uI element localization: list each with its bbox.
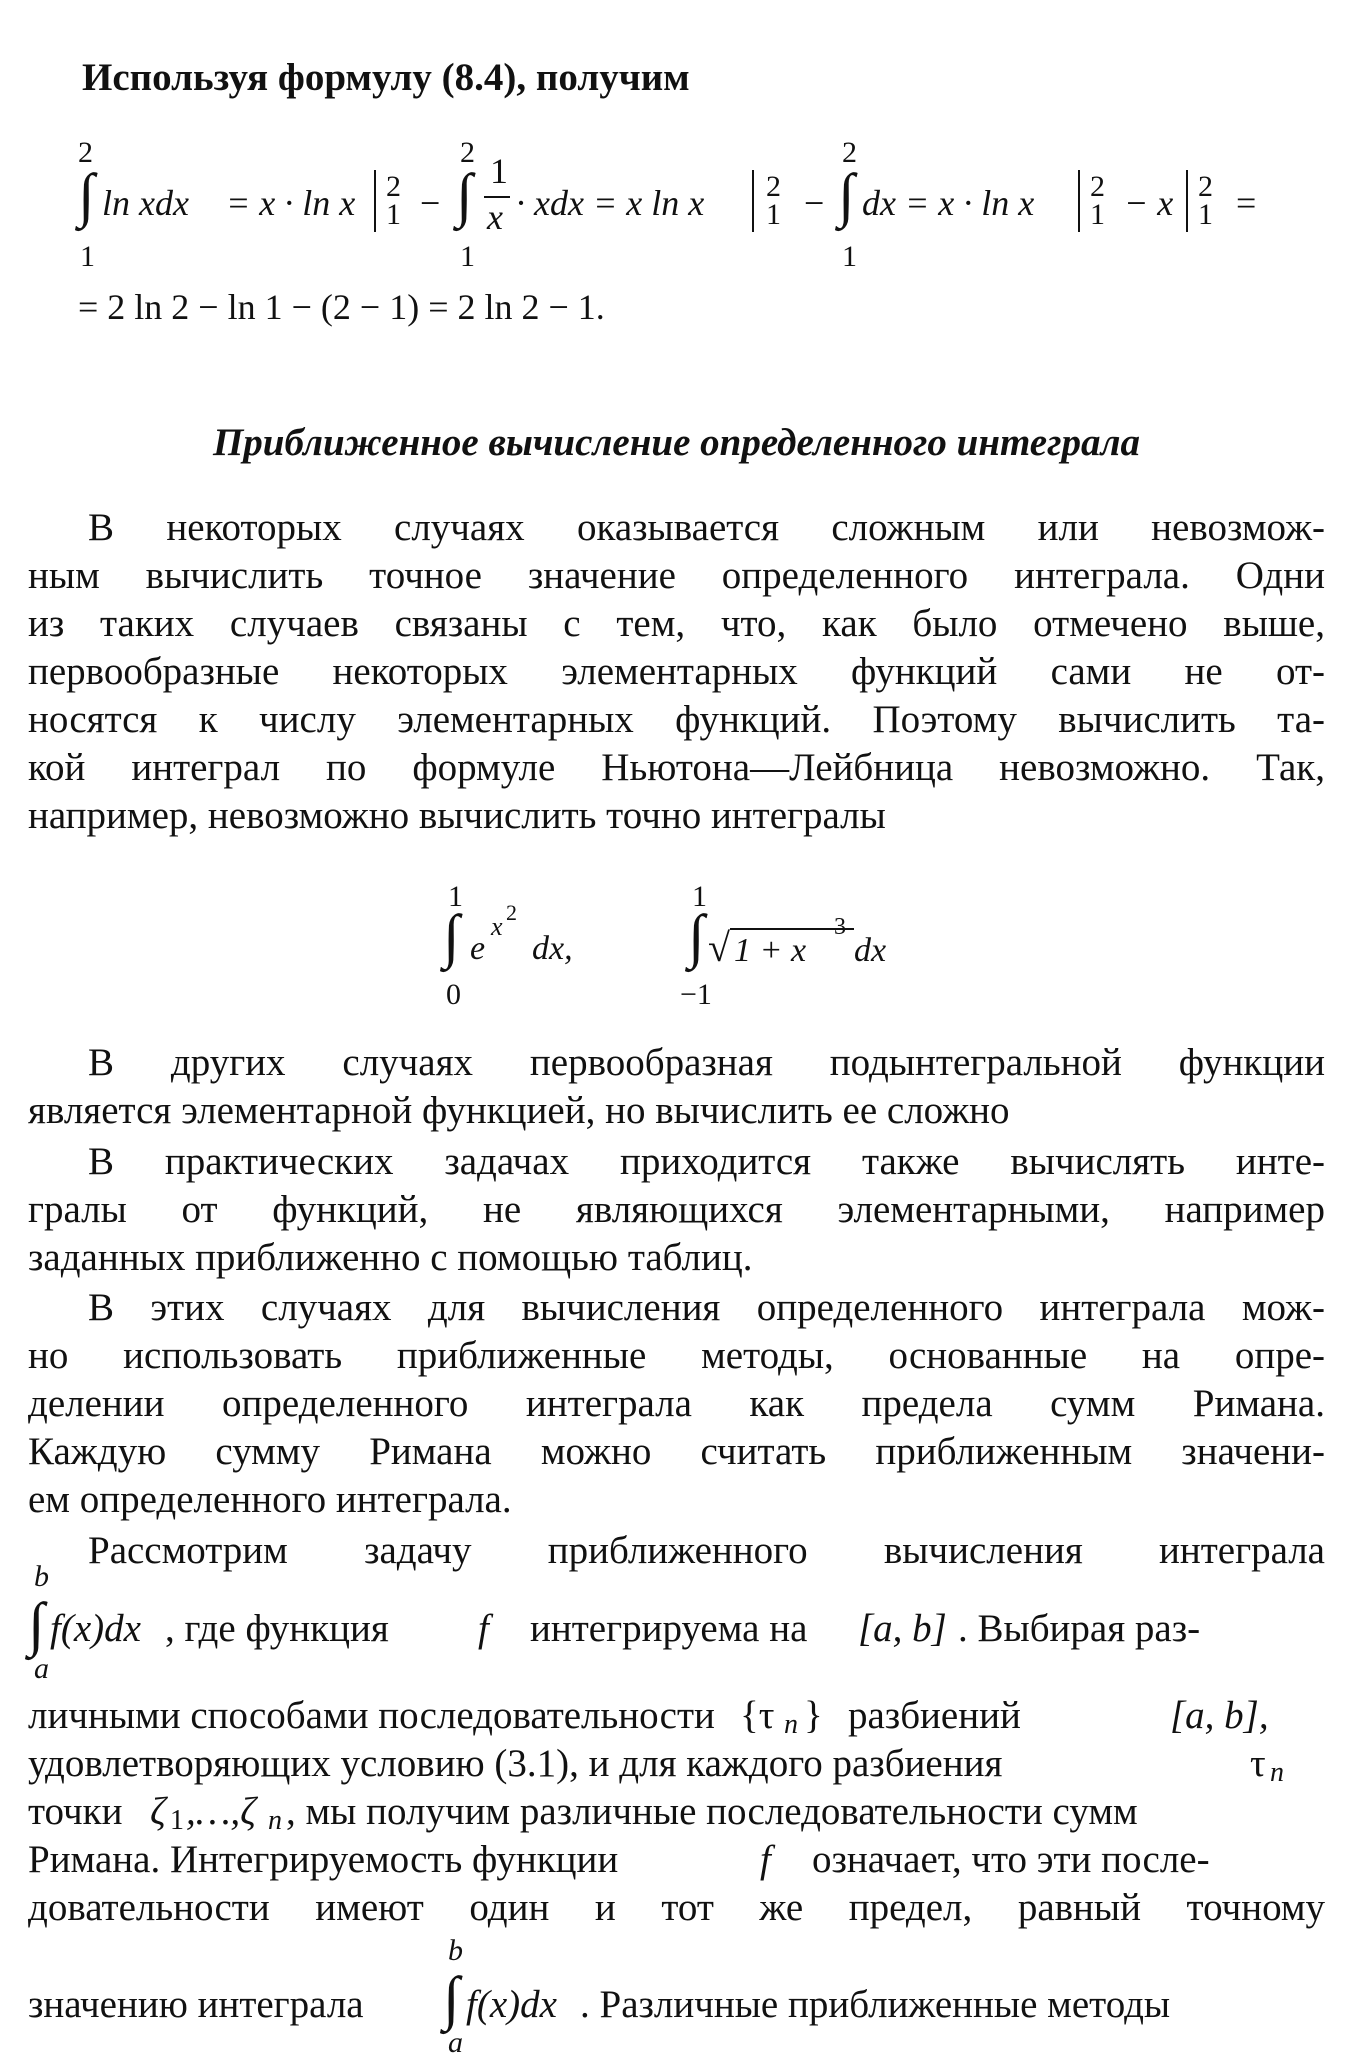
paragraph-line: В других случаях первообразная подынтегральной функции [88,1041,1325,1084]
paragraph5-line3: личными способами последовательности {τ n } разбиений [a, b], [28,1694,1269,1740]
paragraph-line: В некоторых случаях оказывается сложным или невозмож- [88,506,1325,549]
section-heading: Приближенное вычисление определенного интеграла [212,421,1141,464]
paragraph-line: заданных приближенно с помощью таблиц. [28,1236,753,1279]
paragraph5-line5: точки ζ 1 ,…,ζ n , мы получим различные последовательности сумм [28,1790,1138,1836]
intro-line: Используя формулу (8.4), получим [82,56,690,99]
paragraph-line: носятся к числу элементарных функций. Поэтому вычислить та- [28,698,1325,741]
paragraph-line: первообразные некоторых элементарных функций сами не от- [28,650,1325,693]
formula-integration-by-parts: 2 ∫ 1 ln xdx = x · ln x 2 1 − 2 ∫ 1 1 x · xdx = x ln x 2 1 − 2 ∫ 1 dx = x · ln x 2 1 − x 2 1 = = 2 ln 2 − ln 1 − (2 − 1) = 2 ln 2 − 1. [78,136,1257,327]
paragraph-line: делении определенного интеграла как предела сумм Римана. [28,1382,1325,1425]
paragraph-line: гралы от функций, не являющихся элементарными, например [28,1188,1325,1231]
paragraph-line: кой интеграл по формуле Ньютона—Лейбница невозможно. Так, [28,746,1325,789]
paragraph-line: ем определенного интеграла. [28,1478,512,1521]
paragraph5-line6: Римана. Интегрируемость функции f означает, что эти после- [28,1838,1210,1881]
paragraph-line: ным вычислить точное значение определенного интеграла. Одни [28,554,1325,597]
paragraph-line: является элементарной функцией, но вычислить ее сложно [28,1089,1010,1132]
paragraph5-line8: значению интеграла b ∫ a f(x)dx . Различные приближенные методы [28,1934,1171,2059]
paragraph5-line2: b ∫ a f(x)dx , где функция f интегрируема на [a, b] . Выбирая раз- [28,1560,1201,1685]
paragraph-line: В практических задачах приходится также вычислять инте- [88,1140,1325,1183]
paragraph-line: Каждую сумму Римана можно считать приближенным значени- [28,1430,1325,1473]
paragraph-line: из таких случаев связаны с тем, что, как было отмечено выше, [28,602,1325,645]
paragraph-line: например, невозможно вычислить точно интегралы [28,794,886,837]
paragraph-line: довательности имеют один и тот же предел, равный точному [28,1886,1325,1929]
paragraph5-line4: удовлетворяющих условию (3.1), и для каждого разбиения τ n [28,1742,1284,1788]
paragraph-line: но использовать приближенные методы, основанные на опре- [28,1334,1325,1377]
example-integrals: 1 ∫ 0 e x 2 dx, 1 ∫ −1 √ 1 + x 3 dx [443,880,887,1011]
paragraph-line: В этих случаях для вычисления определенного интеграла мож- [88,1286,1325,1329]
paragraph-line: Рассмотрим задачу приближенного вычисления интеграла [88,1529,1325,1572]
